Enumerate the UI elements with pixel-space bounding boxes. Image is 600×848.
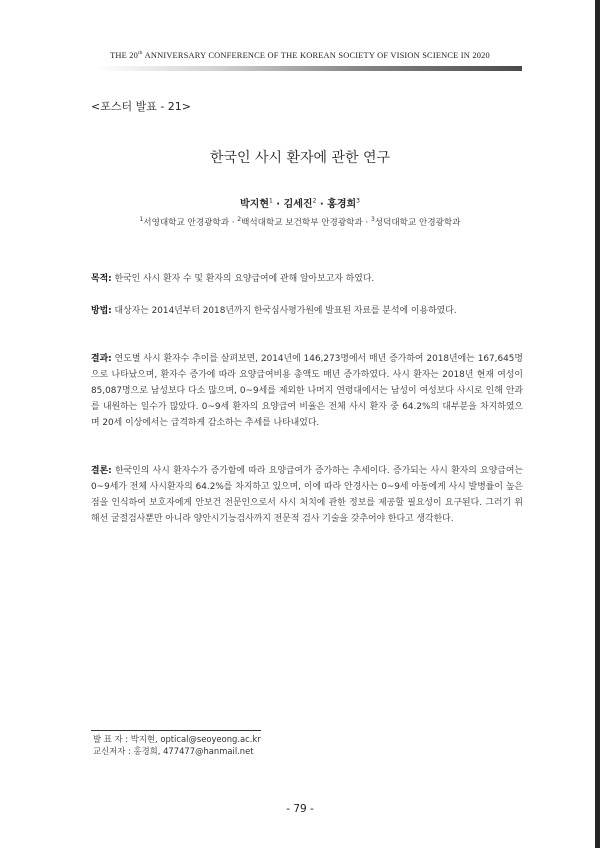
conference-header: THE 20th ANNIVERSARY CONFERENCE OF THE KOREAN SOCIETY OF VISION SCIENCE IN 2020 [110,50,490,60]
author-name: 김세진 [283,199,313,210]
method-section [91,303,523,319]
section-label: 목적: [91,274,112,284]
section-label: 방법: [91,306,112,316]
section-text: 대상자는 2014년부터 2018년까지 한국심사평가원에 발표된 자료를 분석에 이용하였다. [111,306,457,316]
presenter-footnote: 발 표 자 : 박지현, optical@seoyeong.ac.kr [93,734,261,744]
purpose-section [91,271,523,287]
section-label: 결과: [91,354,112,364]
section-text: 한국인 사시 환자 수 및 환자의 요양급여에 관해 알아보고자 하였다. [111,274,375,284]
result-section [91,351,523,431]
page-number: - 79 - [286,803,314,815]
affiliation-list: $^1$서영대학교 안경광학과 · $^2$백석대학교 보건학부 안경광학과 · $^3$성덕대학교 안경광학과 [139,216,461,228]
section-text: 한국인의 사시 환자수가 증가함에 따라 요양급여가 증가하는 추세이다. 증가되는 사시 환자의 요양급여는 0~9세가 전체 사시환자의 64.2%를 차지하고 있으며, 이에 따라 안경사는 0~9세 아동에게 사시 발병률이 높은 점을 인식하여 보호자에게 안보건 전문인으로서 사시 처치에 관한 정보를 제공할 필요성이 요구된다. 그러기 위해선 굴절검사뿐만 아니라 양안시기능검사까지 전문적 검사 기술을 갖추어야 한다고 생각한다. [91,466,523,524]
paper-title: 한국인 사시 환자에 관한 연구 [209,150,391,166]
conclusion-section [91,463,523,527]
author-list: 박지현$^1$ · 김세진$^2$ · 홍경희$^3$ [240,197,360,210]
corresponding-author-footnote: 교신저자 : 홍경희, 477477@hanmail.net [93,746,254,756]
header-rule [96,66,522,71]
section-text: 연도별 사시 환자수 추이를 살펴보면, 2014년에 146,273명에서 매년 증가하여 2018년에는 167,645명으로 나타났으며, 환자수 증가에 따라 요양급여비용 총액도 매년 증가하였다. 사시 환자는 2018년 현재 여성이 85,087명으로 남성보다 다소 많으며, 0~9세를 제외한 나머지 연령대에서는 남성이 여성보다 사시로 인해 안과를 내원하는 일수가 많았다. 0~9세 환자의 요양급여 비율은 전체 사시 환자 중 64.2%의 대부분을 차지하였으며 20세 이상에서는 급격하게 감소하는 추세를 나타내었다. [91,354,523,428]
footnote-rule [91,730,261,731]
author-name: 박지현 [240,199,269,210]
affiliation: 성덕대학교 안경광학과 [374,218,461,228]
affiliation: 서영대학교 안경광학과 [143,218,230,228]
session-label: <포스터 발표 - 21> [91,100,192,113]
section-label: 결론: [91,466,112,476]
page-edge-bar [595,0,600,848]
author-name: 홍경희 [327,199,357,210]
affiliation: 백석대학교 보건학부 안경광학과 [241,218,363,228]
